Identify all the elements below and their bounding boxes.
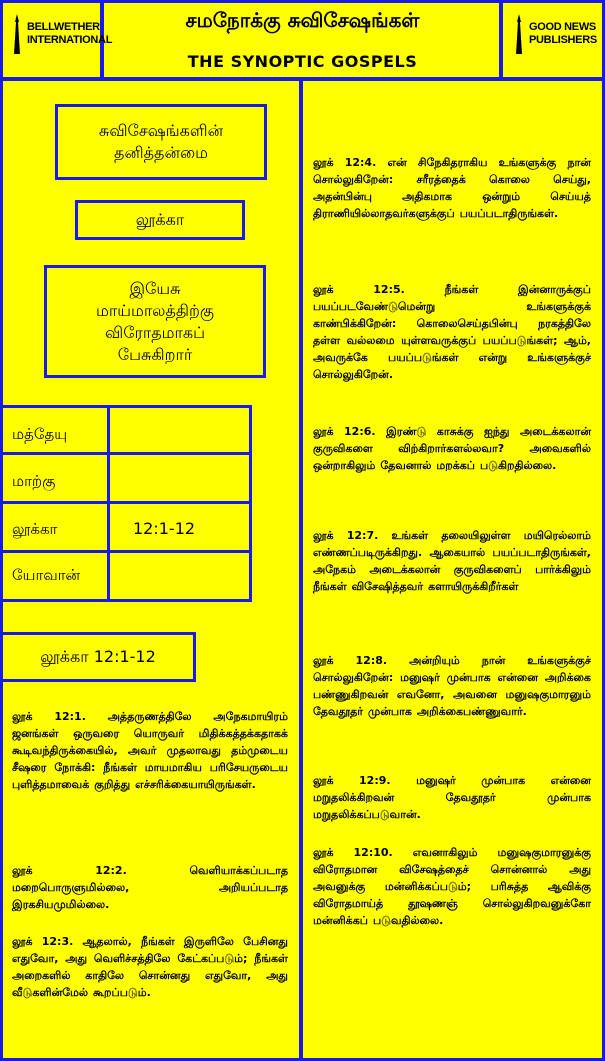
verse-paragraph: லூக் 12:7. உங்கள் தலையிலுள்ள மயிரெல்லாம் எண்ணப்படிருக்கிறது. ஆகையால் பயப்படாதிருங்கள், அநேகம் அடைக்கலான் குருவிகளைப் பார்க்கிலும் நீங்கள் விசேஷித்தவர் களாயிருக்கிறீர்கள் <box>313 529 591 593</box>
verse-paragraph: லூக் 12:3. ஆதலால், நீங்கள் இருளிலே பேசினது எதுவோ, அது வெளிச்சத்திலே கேட்கப்படும்; நீங்கள் அறைகளில் காதிலே சொன்னது எதுவோ, அது வீடுகளின்மேல் கூறப்படும். <box>12 935 288 999</box>
verse-paragraph: லூக் 12:8. அன்றியும் நான் உங்களுக்குச் சொல்லுகிறேன்: மனுஷர் முன்பாக என்னை அறிக்கை பண்ணுகிறவன் எவனோ, அவனை மனுஷகுமாரனும் தேவதூதர் முன்பாக அறிக்கைபண்ணுவார். <box>313 654 591 718</box>
verse-paragraph: லூக் 12:4. என் சிநேகிதராகிய உங்களுக்கு நான் சொல்லுகிறேன்: சரீரத்தைக் கொலை செய்து, அதன்பின்பு அதிகமாக ஒன்றும் செய்யத் திராணியில்லாதவர்களுக்குப் பயப்படாதிருங்கள். <box>313 156 591 220</box>
left-logo-line-1: BELLWETHER <box>27 21 100 33</box>
ref-row-4-value-cell <box>107 550 252 602</box>
good-news-tower-icon <box>512 14 526 54</box>
distinctiveness-heading <box>55 104 267 180</box>
gospel-name: லூக்கா <box>135 210 185 229</box>
verse-paragraph: லூக் 12:2. வெளியாக்கப்படாத மறைபொருளுமில்லை, அறியப்படாத இரகசியமுமில்லை. <box>12 864 288 911</box>
theme-line-3: விரோதமாகப் <box>105 322 205 342</box>
verse-paragraph: லூக் 12:6. இரண்டு காசுக்கு ஐந்து அடைக்கலான் குருவிகளை விற்கிறார்களல்லவா? அவைகளில் ஒன்றாகிலும் தேவனால் மறக்கப் படுகிறதில்லை. <box>313 425 591 472</box>
theme-line-4: பேசுகிறார் <box>117 344 193 364</box>
passage-title: லூக்கா 12:1-12 <box>40 647 156 666</box>
right-logo-line-1: GOOD NEWS <box>529 21 596 33</box>
theme-line-2: மாய்மாலத்திற்கு <box>95 300 214 320</box>
theme-line-1: இயேசு <box>129 278 181 298</box>
verse-paragraph: லூக் 12:10. எவனாகிலும் மனுஷகுமாரனுக்கு விரோதமான விசேஷத்தைச் சொன்னால் அது அவனுக்கு மன்னிக்கப்படும்; பரிசுத்த ஆவிக்கு விரோதமாய்த் தூஷணஞ் சொல்லுகிறவனுக்கோ மன்னிக்கப் படுவதில்லை. <box>313 846 591 927</box>
ref-row-1-value-cell <box>107 405 252 455</box>
ref-gospel-luke: லூக்கா <box>12 520 58 538</box>
bellwether-tower-icon <box>10 14 24 54</box>
passage-title-box <box>0 632 196 682</box>
ref-gospel-matthew: மத்தேயு <box>12 425 68 443</box>
left-logo-line-2: INTERNATIONAL <box>27 34 113 46</box>
page-title-tamil: சமநோக்கு சுவிசேஷங்கள் <box>185 8 420 32</box>
ref-gospel-john: யோவான் <box>12 566 81 584</box>
ref-row-2-value-cell <box>107 452 252 504</box>
ref-gospel-mark: மாற்கு <box>12 472 56 490</box>
page-title-english: THE SYNOPTIC GOSPELS <box>187 52 418 71</box>
gospel-name-box <box>75 200 245 240</box>
verse-paragraph: லூக் 12:5. நீங்கள் இன்னாருக்குப் பயப்படவேண்டுமென்று உங்களுக்குக் காண்பிக்கிறேன்: கொலைசெய்தபின்பு நரகத்திலே தள்ள வல்லமை யுள்ளவருக்குப் பயப்படுங்கள்; ஆம், அவருக்கே பயப்படுங்கள் என்று உங்களுக்குச் சொல்லுகிறேன். <box>313 283 591 381</box>
heading-line-2: தனித்தன்மை <box>114 143 208 162</box>
verse-paragraph: லூக் 12:9. மனுஷர் முன்பாக என்னை மறுதலிக்கிறவன் தேவதூதர் முன்பாக மறுதலிக்கப்படுவான். <box>313 774 591 821</box>
theme-box <box>44 265 266 378</box>
verse-paragraph: லூக் 12:1. அத்தருணத்திலே அநேகமாயிரம் ஜனங்கள் ஒருவரை யொருவர் மிதிக்கத்தக்கதாகக் கூடிவந்திருக்கையில், அவர் முதலாவது தம்முடைய சீஷரை நோக்கி: நீங்கள் மாயமாகிய பரிசேயருடைய புளித்தமாவைக் குறித்து எச்சரிக்கையாயிருங்கள். <box>12 710 288 791</box>
right-logo-line-2: PUBLISHERS <box>529 34 597 46</box>
good-news-logo <box>512 14 597 54</box>
heading-line-1: சுவிசேஷங்களின் <box>98 121 224 140</box>
bellwether-logo <box>10 14 112 54</box>
ref-value-luke: 12:1-12 <box>133 519 196 538</box>
